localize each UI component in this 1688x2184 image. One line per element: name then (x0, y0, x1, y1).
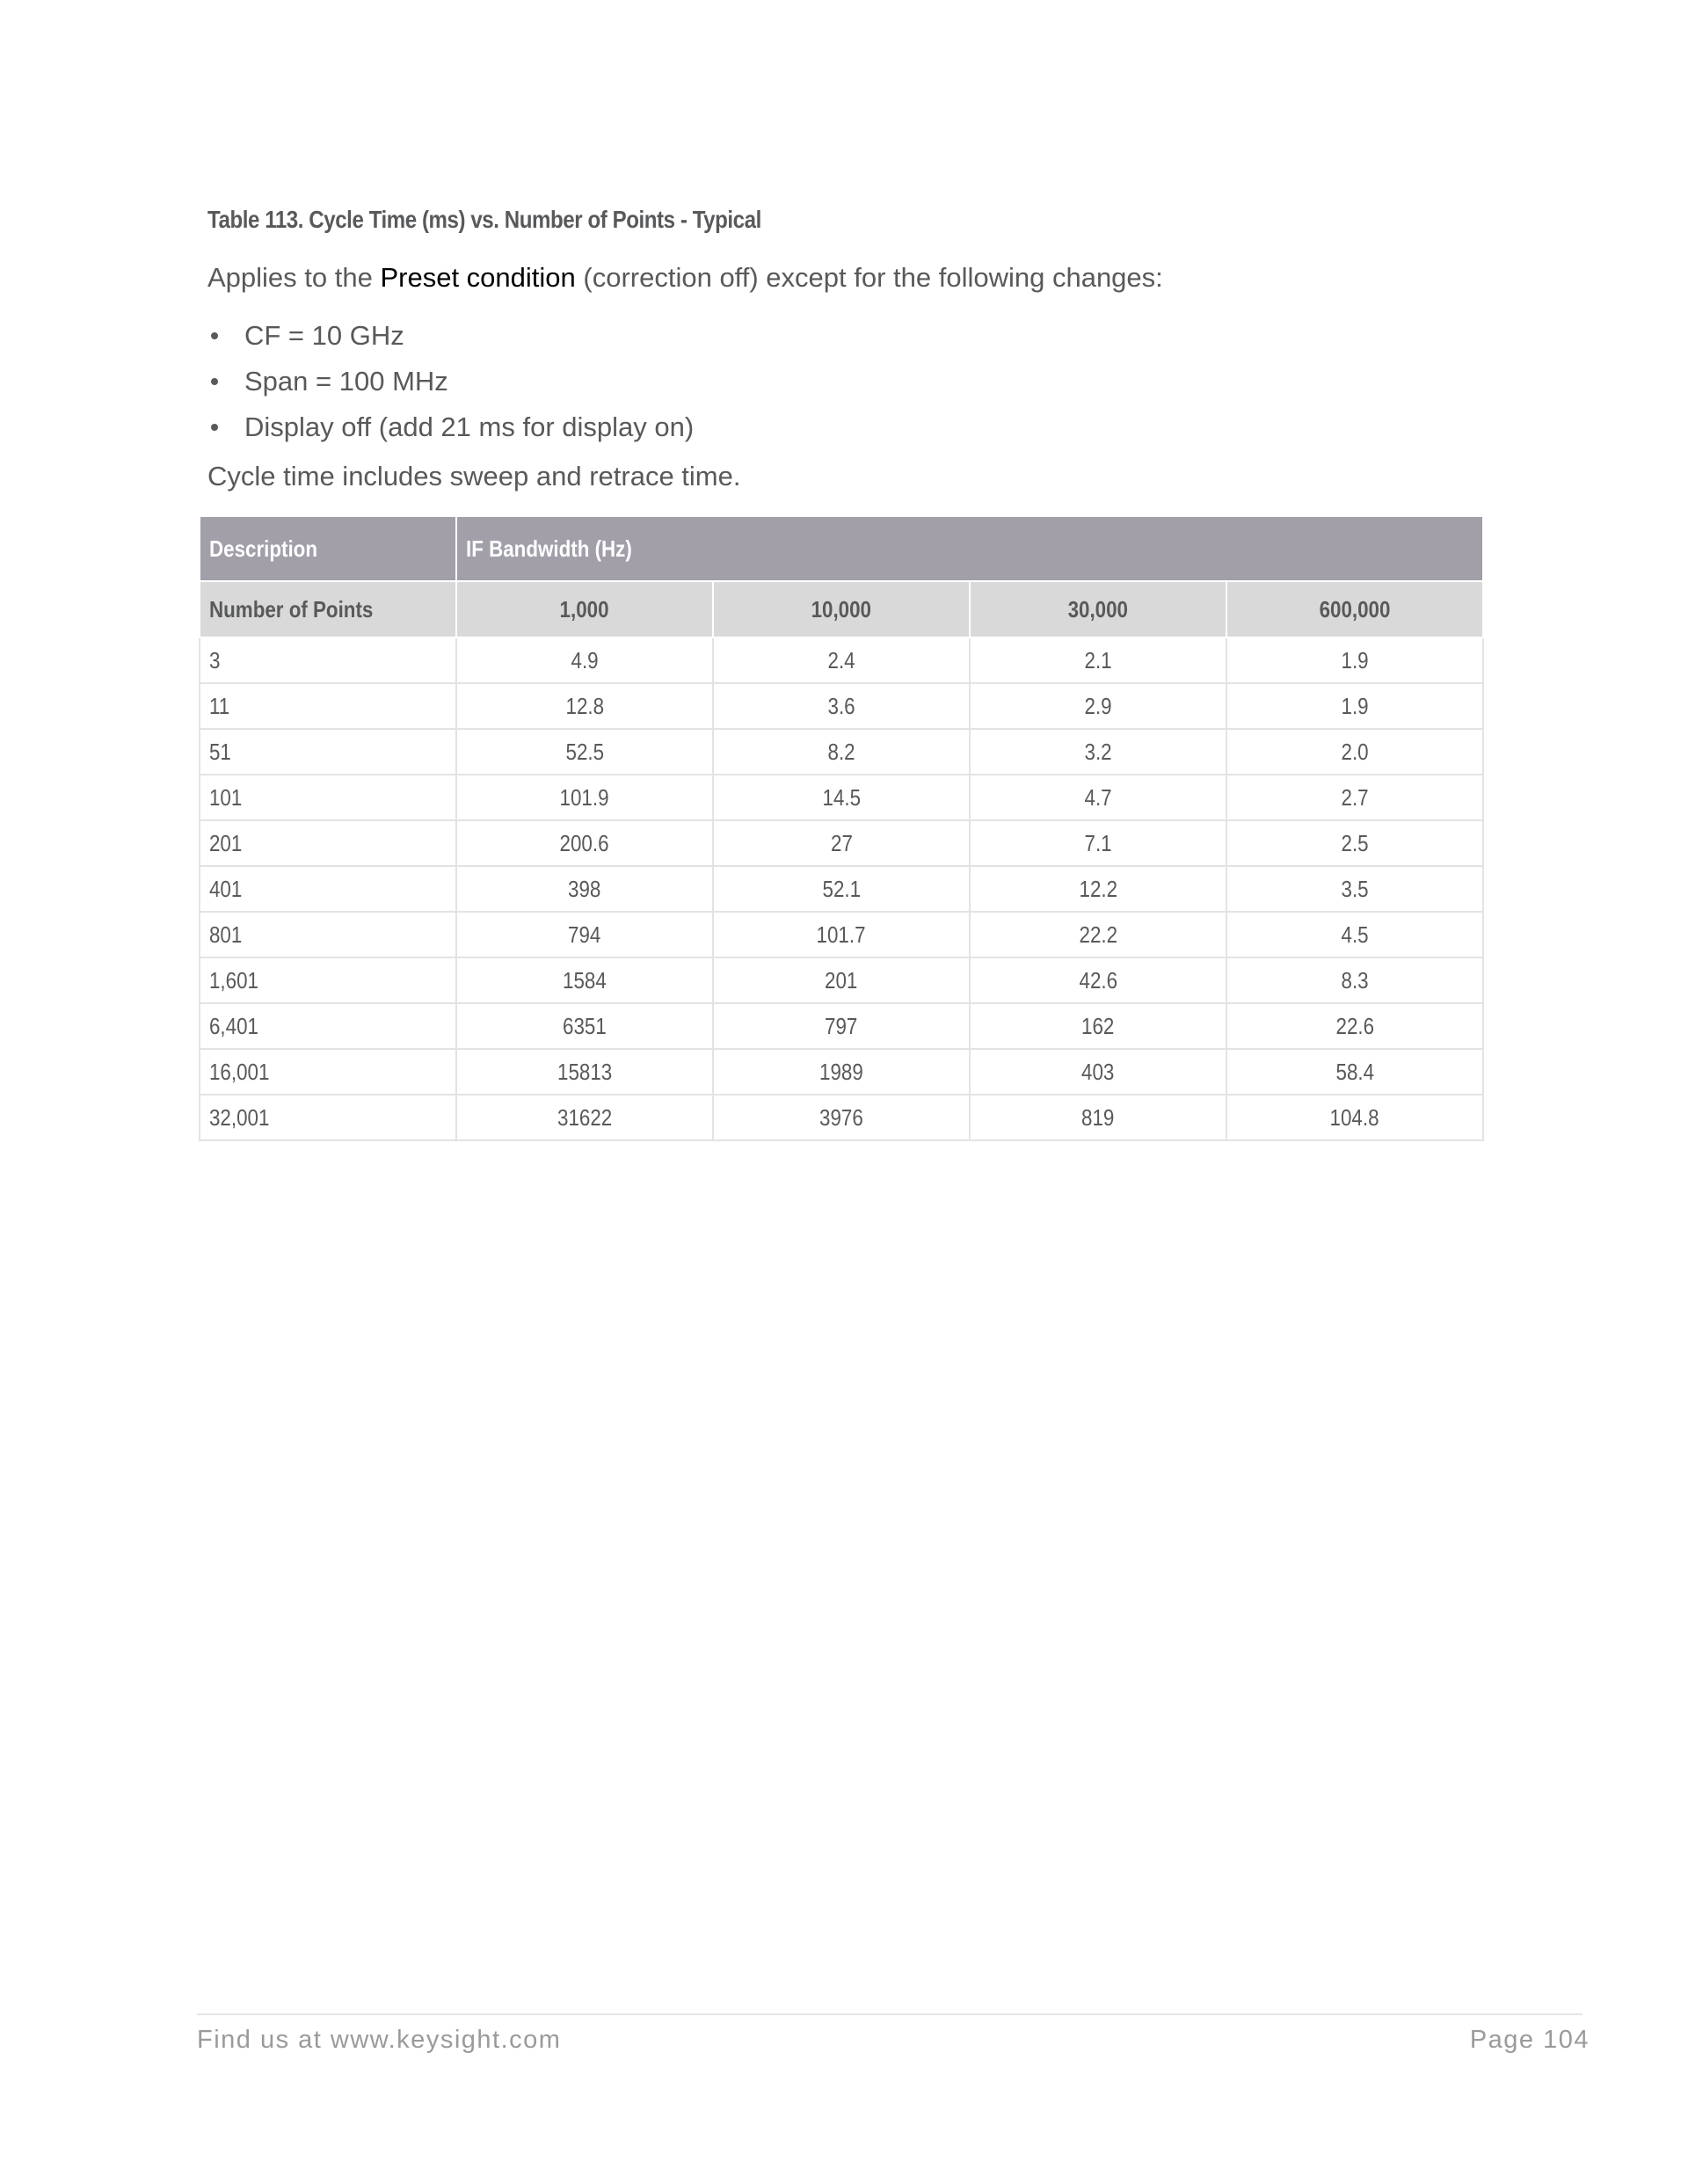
table-row (200, 912, 1483, 957)
cell-cycle-time: 162 (970, 1003, 1226, 1049)
cell-cycle-time: 104.8 (1226, 1095, 1483, 1140)
cell-cycle-time: 3.5 (1226, 866, 1483, 912)
table-row (200, 1095, 1483, 1140)
footer-divider (197, 2013, 1582, 2015)
intro-text-after: (correction off) except for the following changes: (575, 262, 1163, 293)
cell-cycle-time: 52.1 (713, 866, 970, 912)
bullet-icon (211, 424, 218, 431)
table-body (200, 637, 1483, 1140)
cell-cycle-time: 2.4 (713, 637, 970, 683)
cell-number-of-points: 101 (200, 775, 456, 820)
table-caption: Table 113. Cycle Time (ms) vs. Number of Points - Typical (207, 206, 761, 233)
cell-cycle-time: 14.5 (713, 775, 970, 820)
cell-cycle-time: 6351 (456, 1003, 713, 1049)
cell-number-of-points: 51 (200, 729, 456, 775)
cell-cycle-time: 3.2 (970, 729, 1226, 775)
cell-cycle-time: 27 (713, 820, 970, 866)
list-item-text: Span = 100 MHz (244, 366, 448, 397)
cycle-time-table (199, 515, 1484, 1141)
cell-cycle-time: 403 (970, 1049, 1226, 1095)
table-header-primary (200, 516, 1483, 581)
table-row (200, 1003, 1483, 1049)
cell-cycle-time: 3976 (713, 1095, 970, 1140)
cell-cycle-time: 2.0 (1226, 729, 1483, 775)
header-bw-600000: 600,000 (1226, 581, 1483, 637)
header-bw-10000: 10,000 (713, 581, 970, 637)
intro-paragraph (207, 262, 1163, 294)
cell-cycle-time: 4.9 (456, 637, 713, 683)
list-item-text: CF = 10 GHz (244, 320, 404, 351)
cell-cycle-time: 1989 (713, 1049, 970, 1095)
cell-cycle-time: 2.9 (970, 683, 1226, 729)
cell-cycle-time: 398 (456, 866, 713, 912)
cell-cycle-time: 1.9 (1226, 637, 1483, 683)
list-item (207, 318, 694, 364)
cell-cycle-time: 22.2 (970, 912, 1226, 957)
preset-condition-link[interactable]: Preset condition (380, 262, 576, 293)
cell-cycle-time: 58.4 (1226, 1049, 1483, 1095)
intro-text-before: Applies to the (207, 262, 381, 293)
cell-number-of-points: 801 (200, 912, 456, 957)
cell-cycle-time: 1584 (456, 957, 713, 1003)
cell-cycle-time: 8.2 (713, 729, 970, 775)
header-bw-30000: 30,000 (970, 581, 1226, 637)
table-row (200, 820, 1483, 866)
cell-cycle-time: 819 (970, 1095, 1226, 1140)
footer-page-number: Page 104 (1469, 2026, 1590, 2054)
table-row (200, 775, 1483, 820)
table-row (200, 1049, 1483, 1095)
cell-cycle-time: 4.5 (1226, 912, 1483, 957)
cell-number-of-points: 3 (200, 637, 456, 683)
header-if-bandwidth: IF Bandwidth (Hz) (456, 516, 1483, 581)
closing-paragraph: Cycle time includes sweep and retrace time. (207, 461, 741, 491)
cell-number-of-points: 1,601 (200, 957, 456, 1003)
table-row (200, 957, 1483, 1003)
cell-cycle-time: 797 (713, 1003, 970, 1049)
cell-number-of-points: 11 (200, 683, 456, 729)
table-row (200, 866, 1483, 912)
cell-number-of-points: 32,001 (200, 1095, 456, 1140)
cell-number-of-points: 401 (200, 866, 456, 912)
header-description: Description (200, 516, 456, 581)
cell-cycle-time: 1.9 (1226, 683, 1483, 729)
list-item (207, 410, 694, 455)
cell-cycle-time: 101.7 (713, 912, 970, 957)
list-item-text: Display off (add 21 ms for display on) (244, 411, 695, 442)
bullet-icon (211, 332, 218, 339)
cell-cycle-time: 200.6 (456, 820, 713, 866)
cell-cycle-time: 12.2 (970, 866, 1226, 912)
cell-cycle-time: 42.6 (970, 957, 1226, 1003)
cell-cycle-time: 2.5 (1226, 820, 1483, 866)
cell-cycle-time: 201 (713, 957, 970, 1003)
cell-cycle-time: 3.6 (713, 683, 970, 729)
cell-cycle-time: 7.1 (970, 820, 1226, 866)
cell-number-of-points: 16,001 (200, 1049, 456, 1095)
table-row (200, 683, 1483, 729)
cell-cycle-time: 2.1 (970, 637, 1226, 683)
cell-cycle-time: 8.3 (1226, 957, 1483, 1003)
footer-website[interactable]: Find us at www.keysight.com (197, 2026, 562, 2054)
cell-cycle-time: 15813 (456, 1049, 713, 1095)
cell-number-of-points: 6,401 (200, 1003, 456, 1049)
cell-cycle-time: 22.6 (1226, 1003, 1483, 1049)
cell-cycle-time: 31622 (456, 1095, 713, 1140)
cell-number-of-points: 201 (200, 820, 456, 866)
table-row (200, 637, 1483, 683)
header-number-of-points: Number of Points (200, 581, 456, 637)
cell-cycle-time: 4.7 (970, 775, 1226, 820)
cell-cycle-time: 794 (456, 912, 713, 957)
list-item (207, 364, 694, 410)
header-bw-1000: 1,000 (456, 581, 713, 637)
changes-list (207, 318, 694, 455)
table-row (200, 729, 1483, 775)
bullet-icon (211, 378, 218, 385)
cell-cycle-time: 12.8 (456, 683, 713, 729)
cell-cycle-time: 2.7 (1226, 775, 1483, 820)
cell-cycle-time: 52.5 (456, 729, 713, 775)
table-header-secondary (200, 581, 1483, 637)
cell-cycle-time: 101.9 (456, 775, 713, 820)
